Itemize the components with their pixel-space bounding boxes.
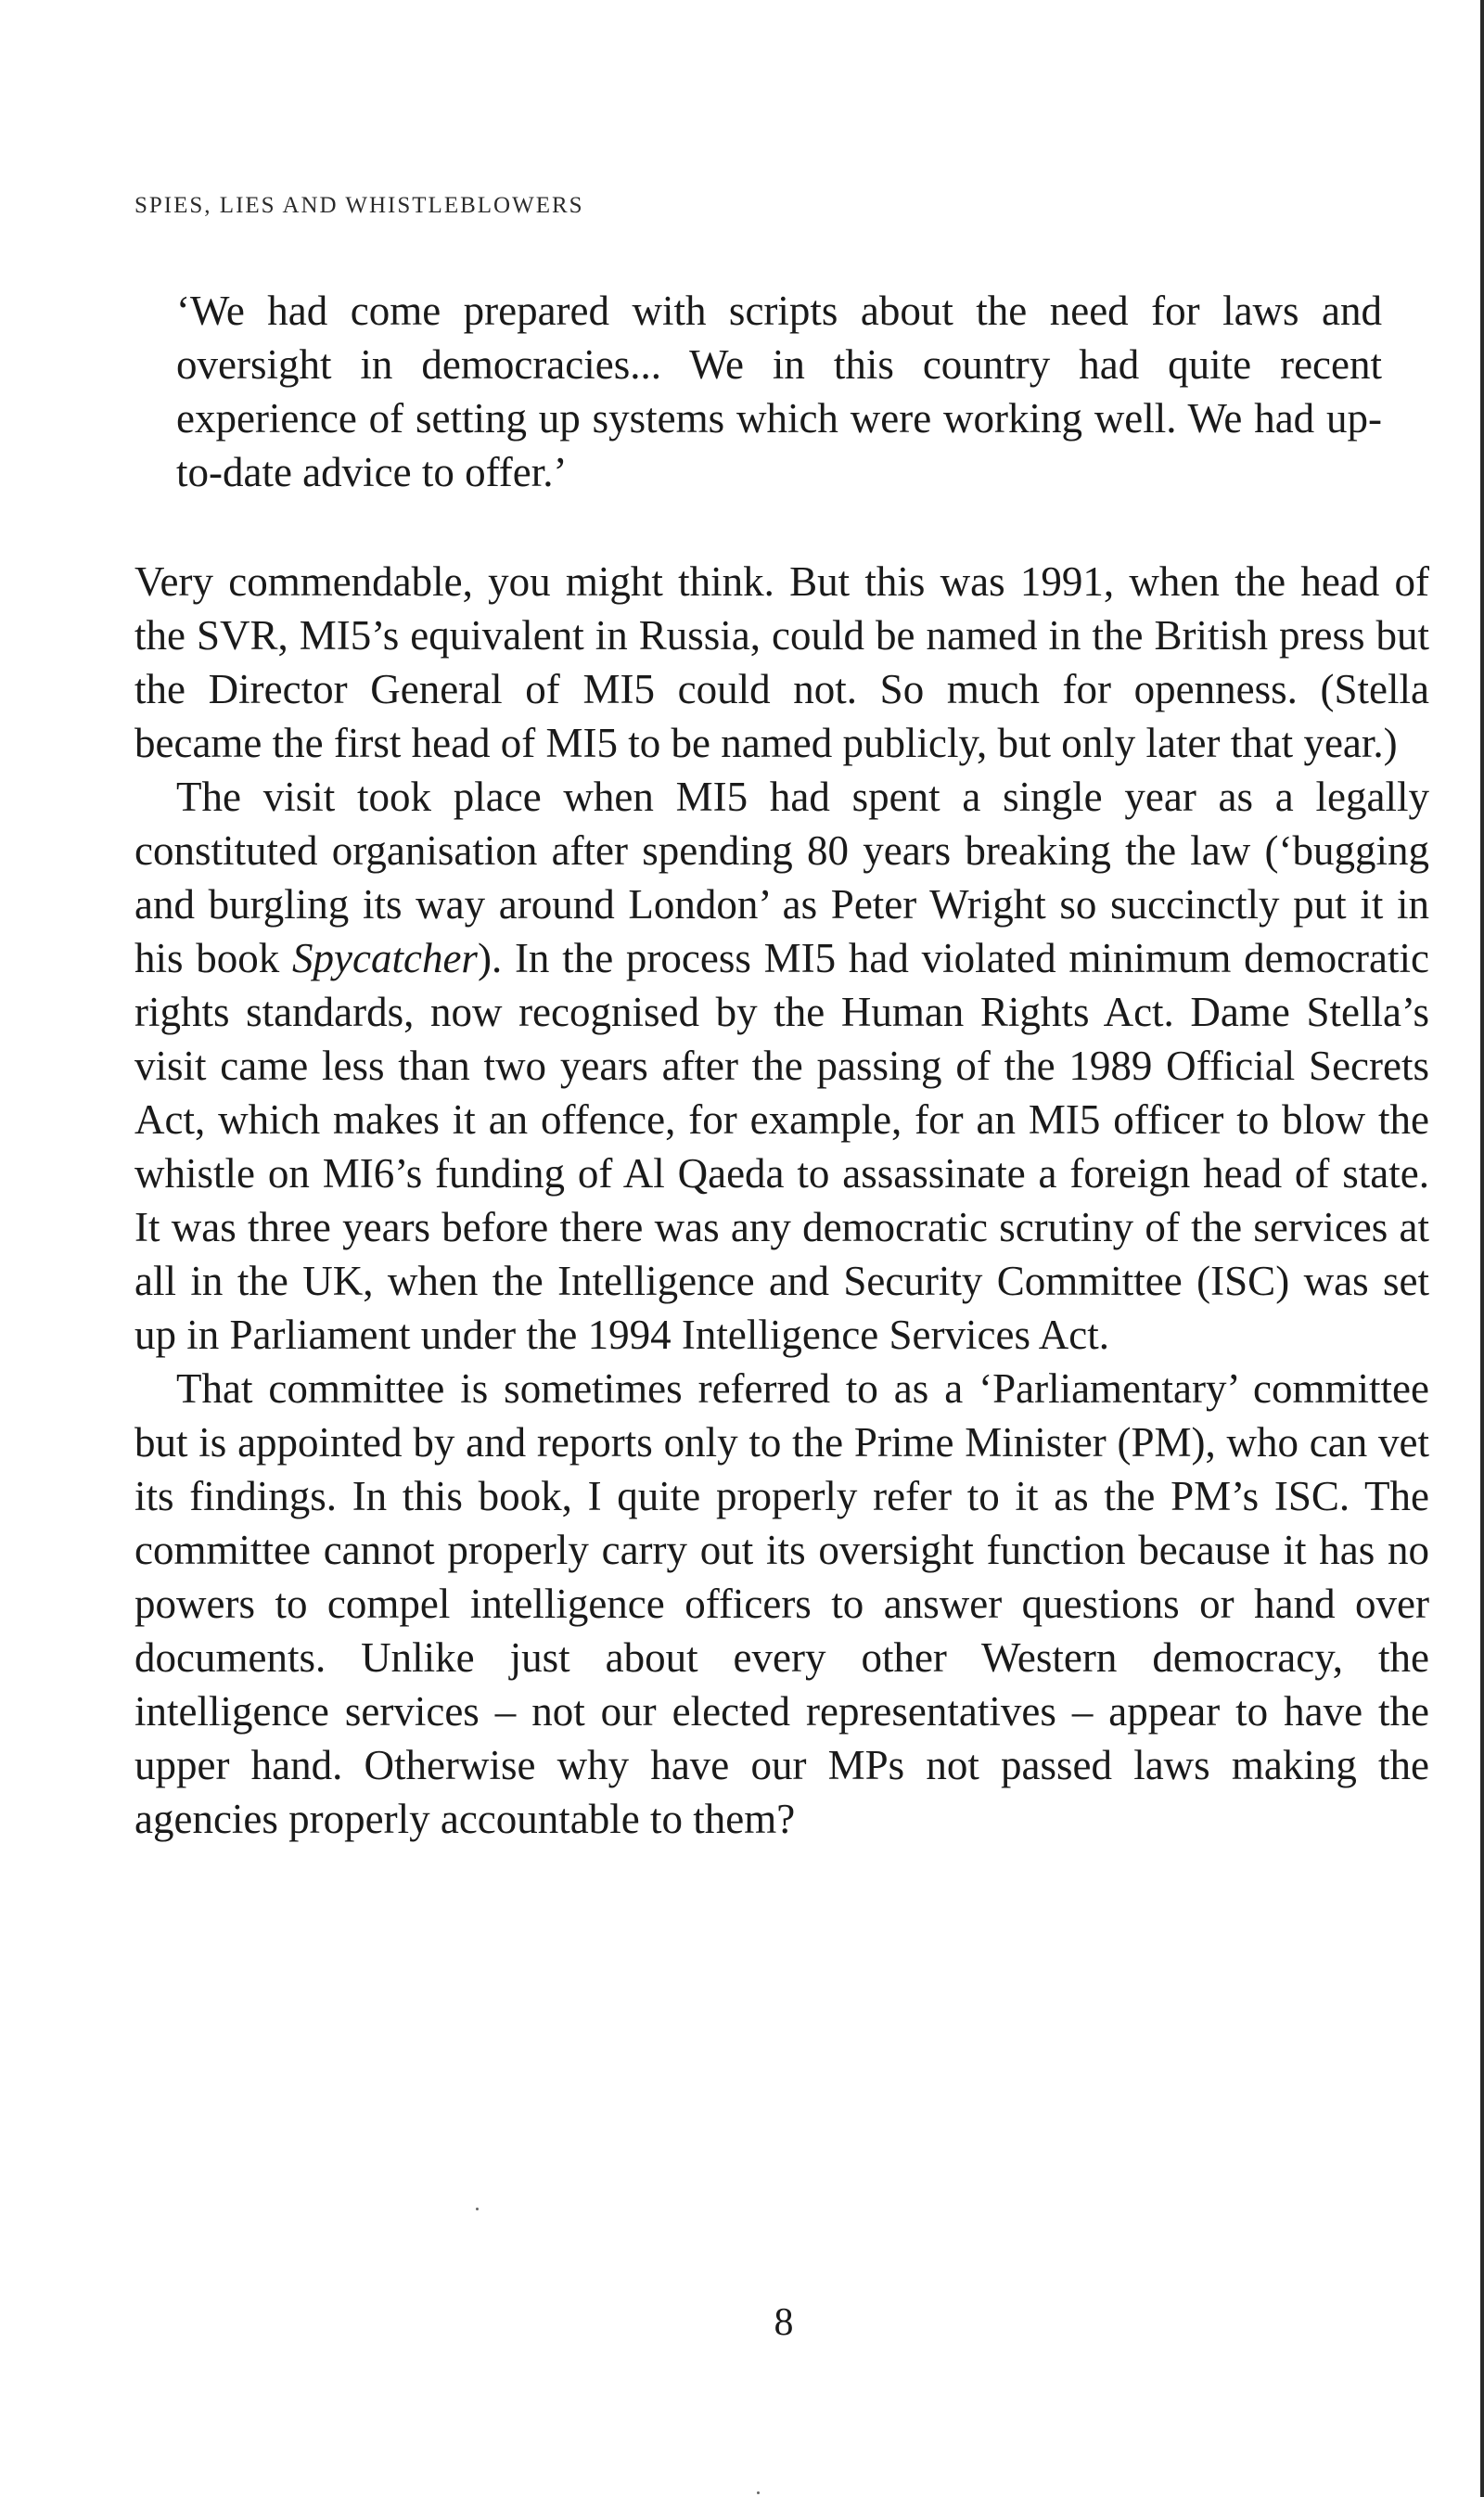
body-text xyxy=(134,555,1429,1846)
paragraph-2 xyxy=(134,770,1429,1362)
block-quote xyxy=(176,284,1382,499)
print-speck xyxy=(476,2208,479,2210)
book-title-spycatcher: Spycatcher xyxy=(292,935,478,981)
paragraph-2-start: The visit took place when MI5 had spent a single year as a legally constituted organisation after spending 80 years breaking the law (‘bugging and burgling its way around London’ as Peter Wright so succinctly put it in his book xyxy=(134,774,1429,981)
running-head: SPIES, LIES AND WHISTLEBLOWERS xyxy=(134,193,584,218)
print-speck xyxy=(757,2491,760,2494)
page-edge-line xyxy=(1480,0,1484,2497)
quote-text: ‘We had come prepared with scripts about the need for laws and oversight in democracies... We in this country had quite recent experience of setting up systems which were working well. We had up-to-date advice to offer.’ xyxy=(176,288,1382,495)
paragraph-2-end: ). In the process MI5 had violated minimum democratic rights standards, now recognised by the Human Rights Act. Dame Stella’s visit came less than two years after the passing of the 1989 Official Secrets Act, which makes it an offence, for example, for an MI5 officer to blow the whistle on MI6’s funding of Al Qaeda to assassinate a foreign head of state. It was three years before there was any democratic scrutiny of the services at all in the UK, when the Intelligence and Security Committee (ISC) was set up in Parliament under the 1994 Intelligence Services Act. xyxy=(134,935,1429,1358)
paragraph-1: Very commendable, you might think. But this was 1991, when the head of the SVR, MI5’s equivalent in Russia, could be named in the British press but the Director General of MI5 could not. So much for openness. (Stella became the first head of MI5 to be named publicly, but only later that year.) xyxy=(134,558,1429,766)
paragraph-3: That committee is sometimes referred to as a ‘Parliamentary’ committee but is appointed by and reports only to the Prime Minister (PM), who can vet its findings. In this book, I quite properly refer to it as the PM’s ISC. The committee cannot properly carry out its oversight function because it has no powers to compel intelligence officers to answer questions or hand over documents. Unlike just about every other Western democracy, the intelligence services – not our elected representatives – appear to have the upper hand. Otherwise why have our MPs not passed laws making the agencies properly accountable to them? xyxy=(134,1365,1429,1842)
page-number: 8 xyxy=(774,2301,794,2344)
